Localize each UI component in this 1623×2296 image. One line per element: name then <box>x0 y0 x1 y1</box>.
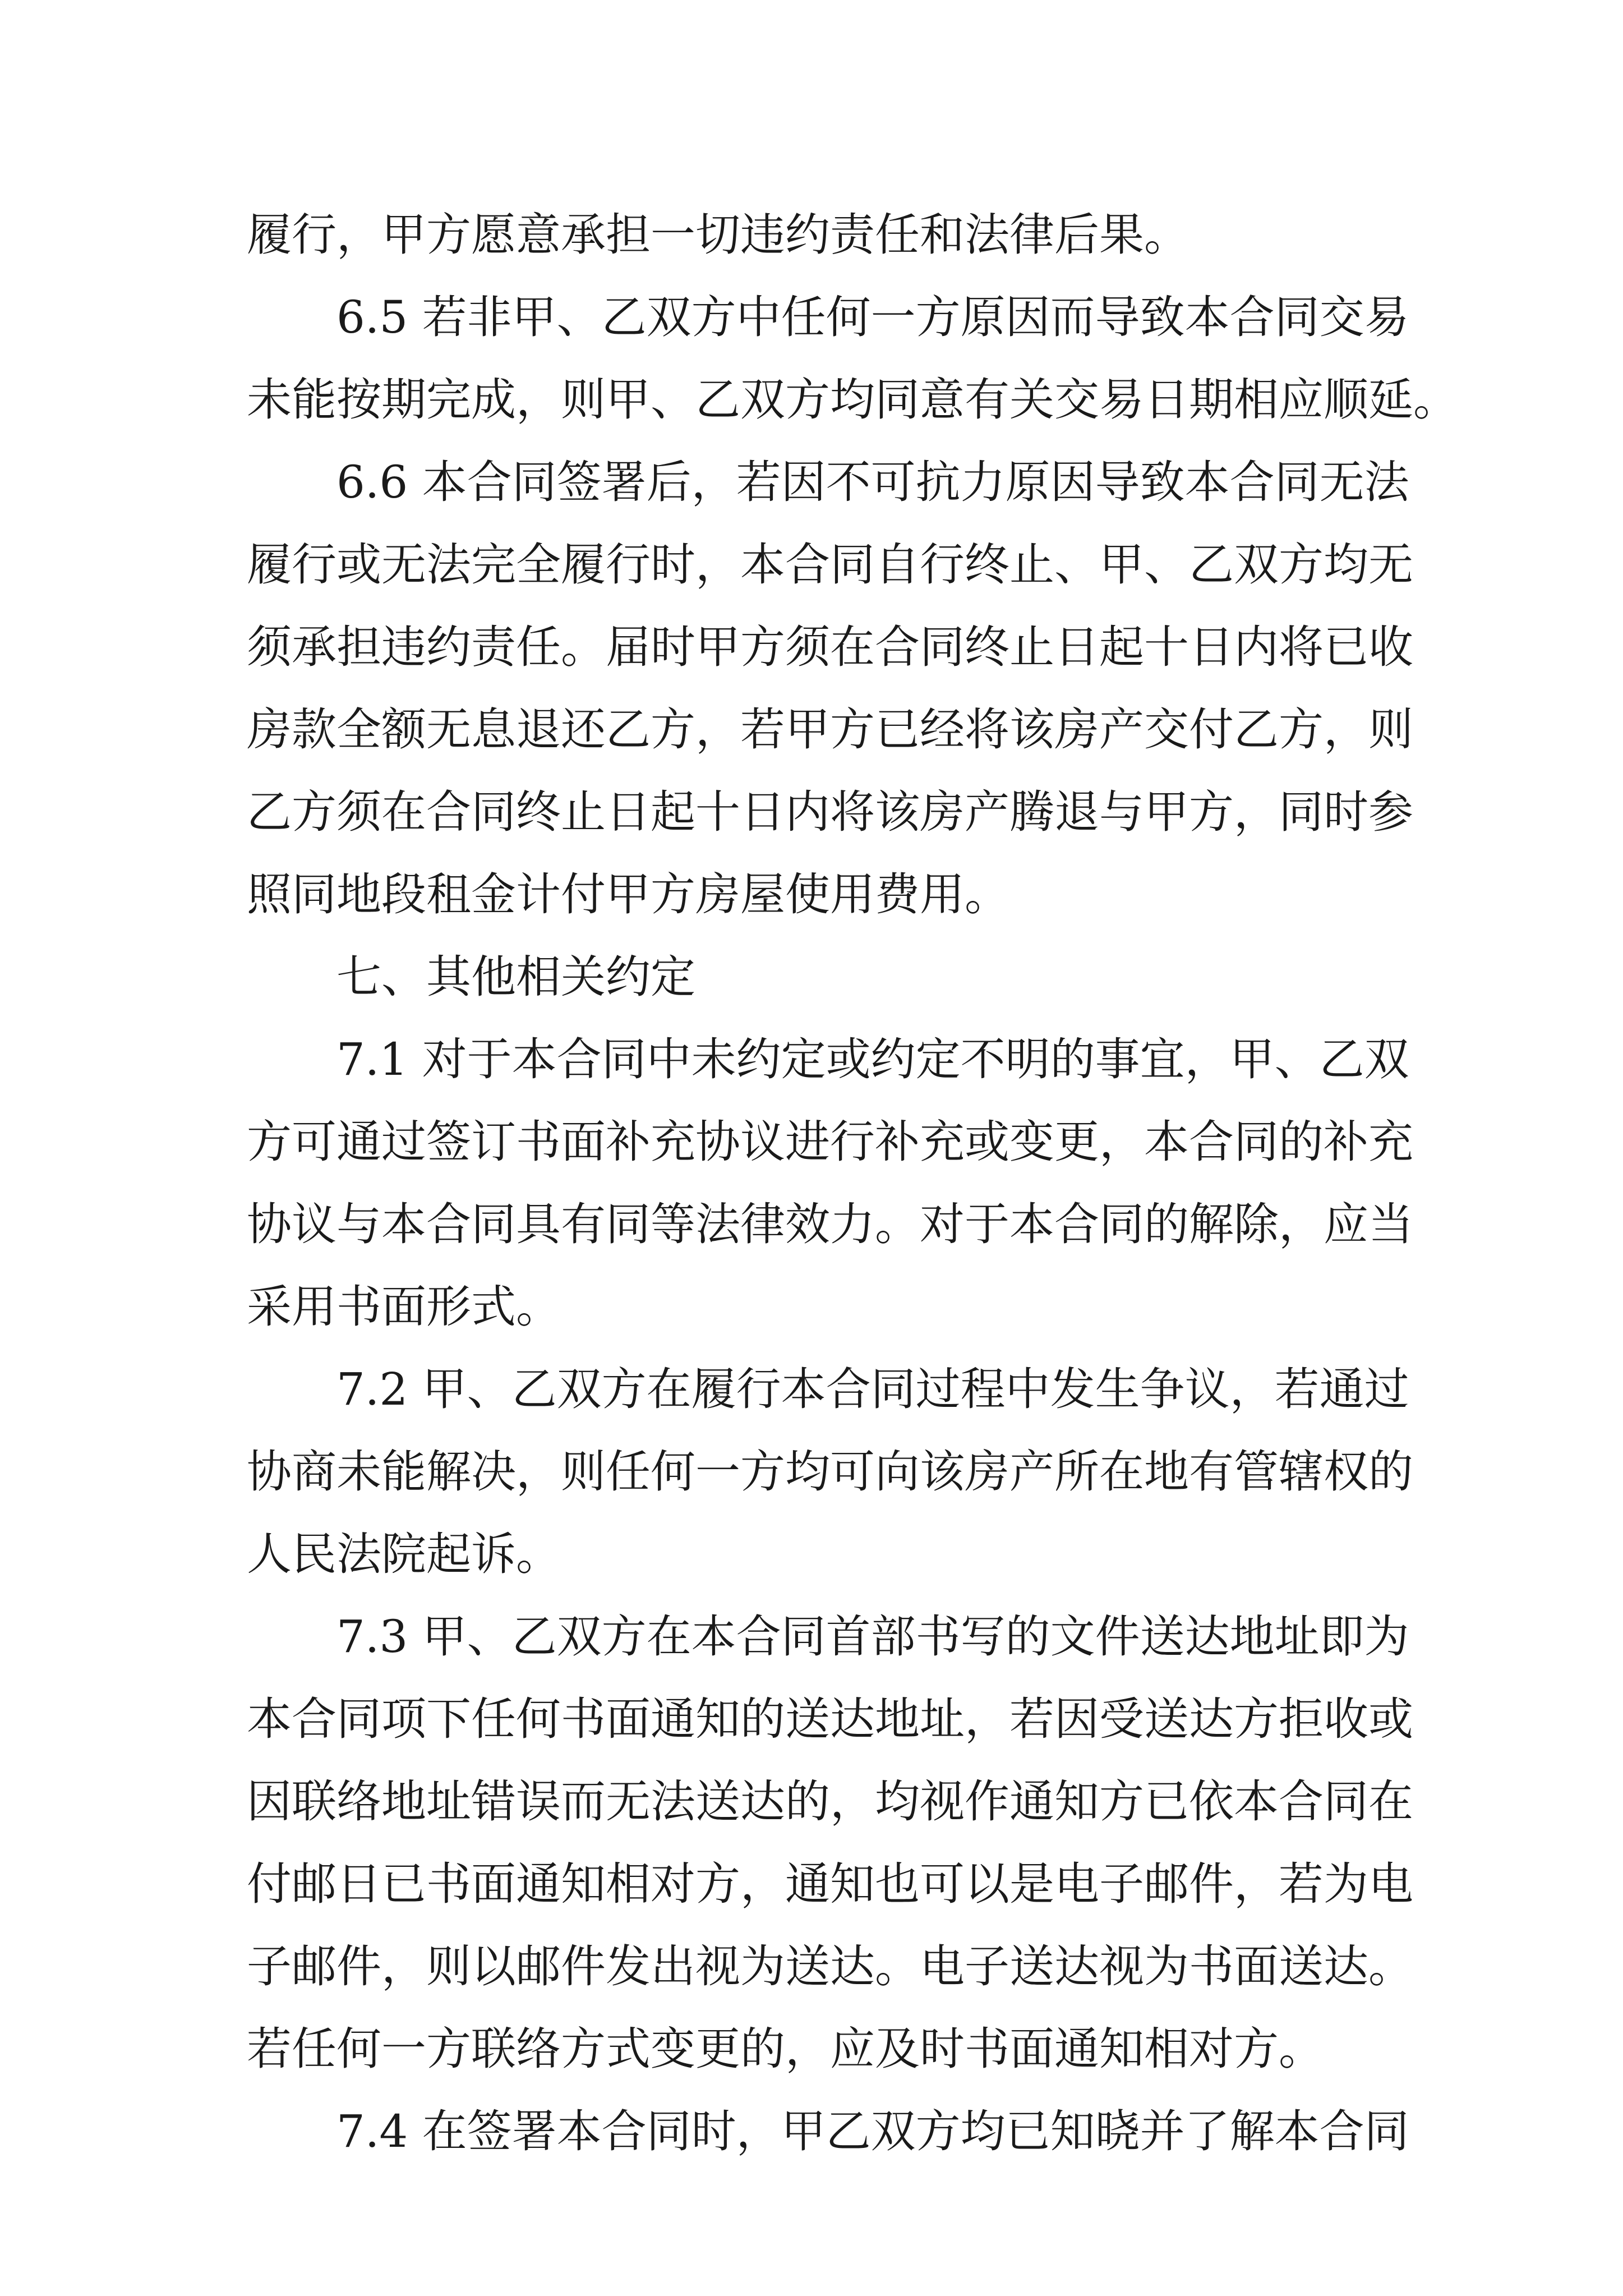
text-line-11: 7.1 对于本合同中未约定或约定不明的事宜，甲、乙双 <box>336 1033 1409 1085</box>
section-heading-7: 七、其他相关约定 <box>336 951 695 1003</box>
text-line-7: 房款全额无息退还乙方，若甲方已经将该房产交付乙方，则 <box>247 703 1413 756</box>
text-line-16: 协商未能解决，则任何一方均可向该房产所在地有管辖权的 <box>247 1446 1413 1498</box>
text-line-22: 子邮件，则以邮件发出视为送达。电子送达视为书面送达。 <box>247 1940 1413 1993</box>
text-line-3: 未能按期完成，则甲、乙双方均同意有关交易日期相应顺延。 <box>247 374 1458 426</box>
text-line-19: 本合同项下任何书面通知的送达地址，若因受送达方拒收或 <box>247 1693 1413 1745</box>
text-line-21: 付邮日已书面通知相对方，通知也可以是电子邮件，若为电 <box>247 1858 1413 1910</box>
text-line-18: 7.3 甲、乙双方在本合同首部书写的文件送达地址即为 <box>336 1611 1409 1663</box>
text-line-15: 7.2 甲、乙双方在履行本合同过程中发生争议，若通过 <box>336 1363 1409 1415</box>
text-line-24: 7.4 在签署本合同时，甲乙双方均已知晓并了解本合同 <box>336 2105 1409 2157</box>
text-line-20: 因联络地址错误而无法送达的，均视作通知方已依本合同在 <box>247 1775 1413 1828</box>
text-line-14: 采用书面形式。 <box>247 1281 561 1333</box>
text-line-13: 协议与本合同具有同等法律效力。对于本合同的解除，应当 <box>247 1198 1413 1250</box>
text-line-6: 须承担违约责任。届时甲方须在合同终止日起十日内将已收 <box>247 621 1413 673</box>
text-line-9: 照同地段租金计付甲方房屋使用费用。 <box>247 868 1009 921</box>
text-line-12: 方可通过签订书面补充协议进行补充或变更，本合同的补充 <box>247 1116 1413 1168</box>
text-line-8: 乙方须在合同终止日起十日内将该房产腾退与甲方，同时参 <box>247 786 1413 838</box>
text-line-17: 人民法院起诉。 <box>247 1528 561 1580</box>
contract-text-body <box>247 194 1458 2173</box>
text-line-2: 6.5 若非甲、乙双方中任何一方原因而导致本合同交易 <box>336 291 1409 343</box>
text-line-4: 6.6 本合同签署后，若因不可抗力原因导致本合同无法 <box>336 456 1409 508</box>
text-line-23: 若任何一方联络方式变更的，应及时书面通知相对方。 <box>247 2023 1324 2075</box>
text-line-5: 履行或无法完全履行时，本合同自行终止、甲、乙双方均无 <box>247 539 1413 591</box>
text-line-1: 履行，甲方愿意承担一切违约责任和法律后果。 <box>247 209 1189 261</box>
